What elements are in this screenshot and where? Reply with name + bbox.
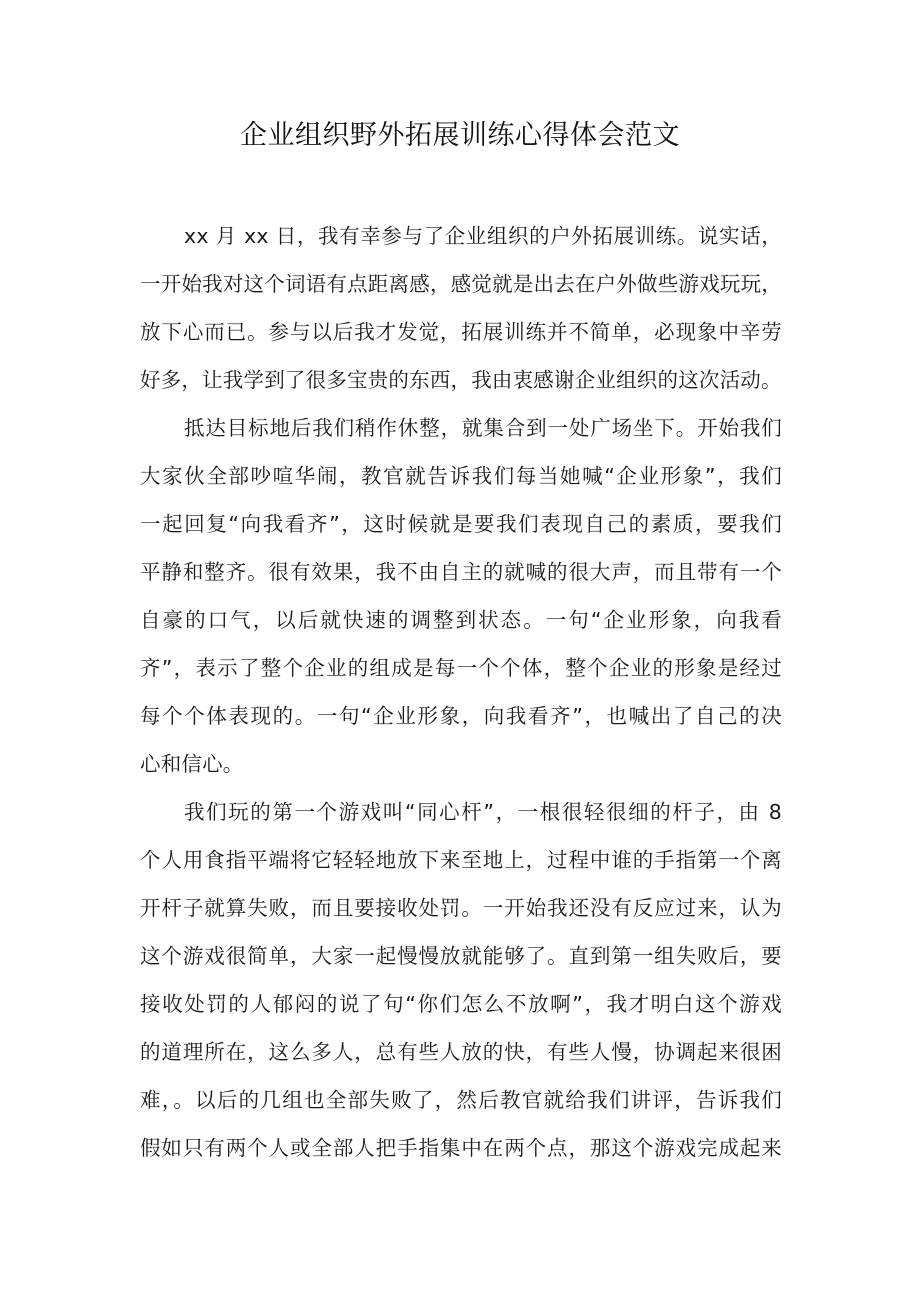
paragraph-1-line-2: 一开始我对这个词语有点距离感，感觉就是出去在户外做些游戏玩玩， (140, 272, 782, 296)
paragraph-2-line-5: 自豪的口气，以后就快速的调整到状态。一句“企业形象，向我看 (140, 608, 782, 632)
paragraph-3-line-6: 的道理所在，这么多人，总有些人放的快，有些人慢，协调起来很困 (140, 1040, 782, 1064)
paragraph-3-line-2: 个人用食指平端将它轻轻地放下来至地上，过程中谁的手指第一个离 (140, 848, 782, 872)
paragraph-3-line-1: 我们玩的第一个游戏叫“同心杆”，一根很轻很细的杆子，由 8 (184, 800, 782, 824)
paragraph-2-line-3: 一起回复“向我看齐”，这时候就是要我们表现自己的素质，要我们 (140, 512, 782, 536)
paragraph-1-line-4: 好多，让我学到了很多宝贵的东西，我由衷感谢企业组织的这次活动。 (140, 368, 782, 392)
document-title: 企业组织野外拓展训练心得体会范文 (240, 120, 680, 151)
paragraph-2-line-8: 心和信心。 (140, 752, 244, 776)
paragraph-3-line-8: 假如只有两个人或全部人把手指集中在两个点，那这个游戏完成起来 (140, 1136, 782, 1160)
paragraph-3-line-7: 难，。以后的几组也全部失败了，然后教官就给我们讲评，告诉我们 (140, 1088, 782, 1112)
paragraph-2-line-2: 大家伙全部吵喧华闹，教官就告诉我们每当她喊“企业形象”，我们 (140, 464, 782, 488)
paragraph-1-line-3: 放下心而已。参与以后我才发觉，拓展训练并不简单，必现象中辛劳 (140, 320, 782, 344)
paragraph-3-line-3: 开杆子就算失败，而且要接收处罚。一开始我还没有反应过来，认为 (140, 896, 782, 920)
paragraph-2-line-7: 每个个体表现的。一句“企业形象，向我看齐”，也喊出了自己的决 (140, 704, 782, 728)
paragraph-2-line-6: 齐”，表示了整个企业的组成是每一个个体，整个企业的形象是经过 (140, 656, 782, 680)
paragraph-1-line-1: xx 月 xx 日，我有幸参与了企业组织的户外拓展训练。说实话， (184, 224, 782, 248)
paragraph-3-line-5: 接收处罚的人郁闷的说了句“你们怎么不放啊”，我才明白这个游戏 (140, 992, 782, 1016)
paragraph-2-line-1: 抵达目标地后我们稍作休整，就集合到一处广场坐下。开始我们 (184, 416, 782, 440)
paragraph-2-line-4: 平静和整齐。很有效果，我不由自主的就喊的很大声，而且带有一个 (140, 560, 782, 584)
paragraph-3-line-4: 这个游戏很简单，大家一起慢慢放就能够了。直到第一组失败后，要 (140, 944, 782, 968)
document-body (140, 212, 782, 1172)
